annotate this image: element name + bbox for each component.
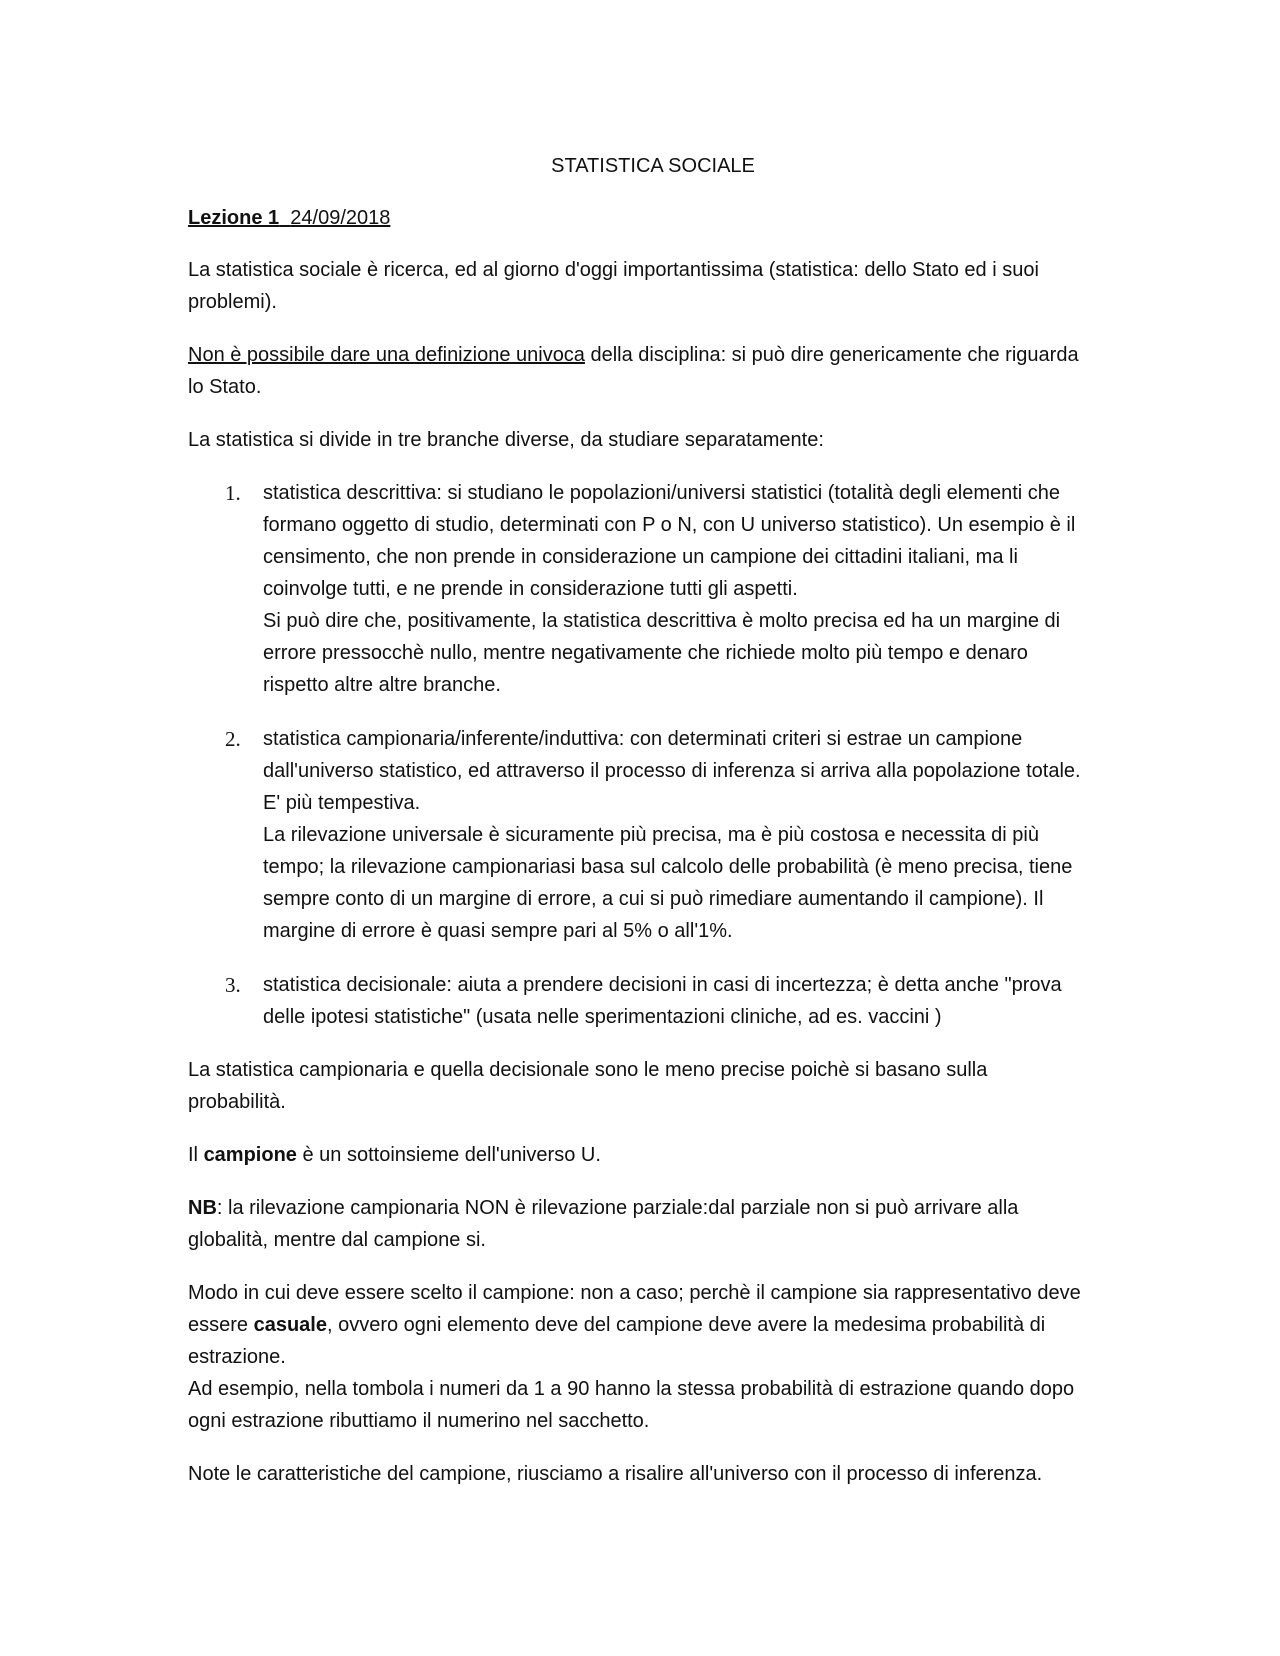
branch-text: statistica descrittiva: si studiano le popolazioni/universi statistici (totalità degli elementi che formano oggetto di studio, determinati con P o N, con U universo statistico). Un esempio è il censimento, che non prende in considerazione un campione dei cittadini italiani, ma li coinvolge tutti, e ne prende in considerazione tutti gli aspetti. [263, 482, 1076, 600]
sample-bold: campione [203, 1144, 297, 1166]
list-item [225, 477, 1088, 701]
branch-text-continued: La rilevazione universale è sicuramente più precisa, ma è più costosa e necessita di più tempo; la rilevazione campionariasi basa sul calcolo delle probabilità (è meno precisa, tiene sempre conto di un margine di errore, a cui si può rimediare aumentando il campione). Il margine di errore è quasi sempre pari al 5% o all'1%. [263, 824, 1073, 942]
intro-paragraph: La statistica sociale è ricerca, ed al giorno d'oggi importantissima (statistica: dello Stato ed i suoi problemi). [188, 259, 1039, 313]
sample-post: è un sottoinsieme dell'universo U. [296, 1144, 601, 1166]
lesson-heading [188, 202, 1088, 234]
document-title: STATISTICA SOCIALE [551, 155, 755, 177]
lesson-label: Lezione 1 [188, 207, 280, 229]
precision-paragraph: La statistica campionaria e quella decisionale sono le meno precise poichè si basano sulla probabilità. [188, 1059, 988, 1113]
branch-text: statistica campionaria/inferente/induttiva: con determinati criteri si estrae un campione dall'universo statistico, ed attraverso il processo di inferenza si arriva alla popolazione totale. E' più tempestiva. [263, 728, 1081, 814]
sample-paragraph [188, 1139, 1088, 1171]
list-number: 1. [225, 481, 241, 505]
branch-text: statistica decisionale: aiuta a prendere decisioni in casi di incertezza; è detta anche "prova delle ipotesi statistiche" (usata nelle sperimentazioni cliniche, ad es. vaccini ) [263, 974, 1062, 1028]
branch-text-continued: Si può dire che, positivamente, la statistica descrittiva è molto precisa ed ha un margine di errore pressocchè nullo, mentre negativamente che richiede molto più tempo e denaro rispetto altre altre branche. [263, 610, 1061, 696]
branches-list [188, 477, 1088, 1033]
nb-text: : la rilevazione campionaria NON è rilevazione parziale:dal parziale non si può arrivare alla globalità, mentre dal campione si. [188, 1197, 1019, 1251]
selection-paragraph [188, 1277, 1088, 1437]
nb-paragraph [188, 1192, 1088, 1256]
inference-paragraph: Note le caratteristiche del campione, riusciamo a risalire all'universo con il processo di inferenza. [188, 1463, 1043, 1485]
lesson-date: 24/09/2018 [290, 207, 391, 229]
list-item [225, 723, 1088, 947]
sample-pre: Il [188, 1144, 204, 1166]
branches-intro: La statistica si divide in tre branche diverse, da studiare separatamente: [188, 429, 824, 451]
list-number: 3. [225, 973, 241, 997]
selection-bold: casuale [253, 1314, 327, 1336]
selection-pre: Modo in cui deve essere scelto il campione: non a caso; perchè il campione sia rappresentativo deve essere [188, 1282, 1081, 1336]
selection-post: , ovvero ogni elemento deve del campione deve avere la medesima probabilità di estrazione. [188, 1314, 1046, 1368]
list-number: 2. [225, 727, 241, 751]
selection-example: Ad esempio, nella tombola i numeri da 1 a 90 hanno la stessa probabilità di estrazione quando dopo ogni estrazione ributtiamo il numerino nel sacchetto. [188, 1378, 1075, 1432]
definition-rest: della disciplina: si può dire genericamente che riguarda lo Stato. [188, 344, 1079, 398]
definition-paragraph [188, 339, 1088, 403]
document-page [188, 150, 1088, 1511]
nb-label: NB [188, 1197, 217, 1219]
definition-underlined: Non è possibile dare una definizione univoca [188, 344, 585, 366]
list-item [225, 969, 1088, 1033]
